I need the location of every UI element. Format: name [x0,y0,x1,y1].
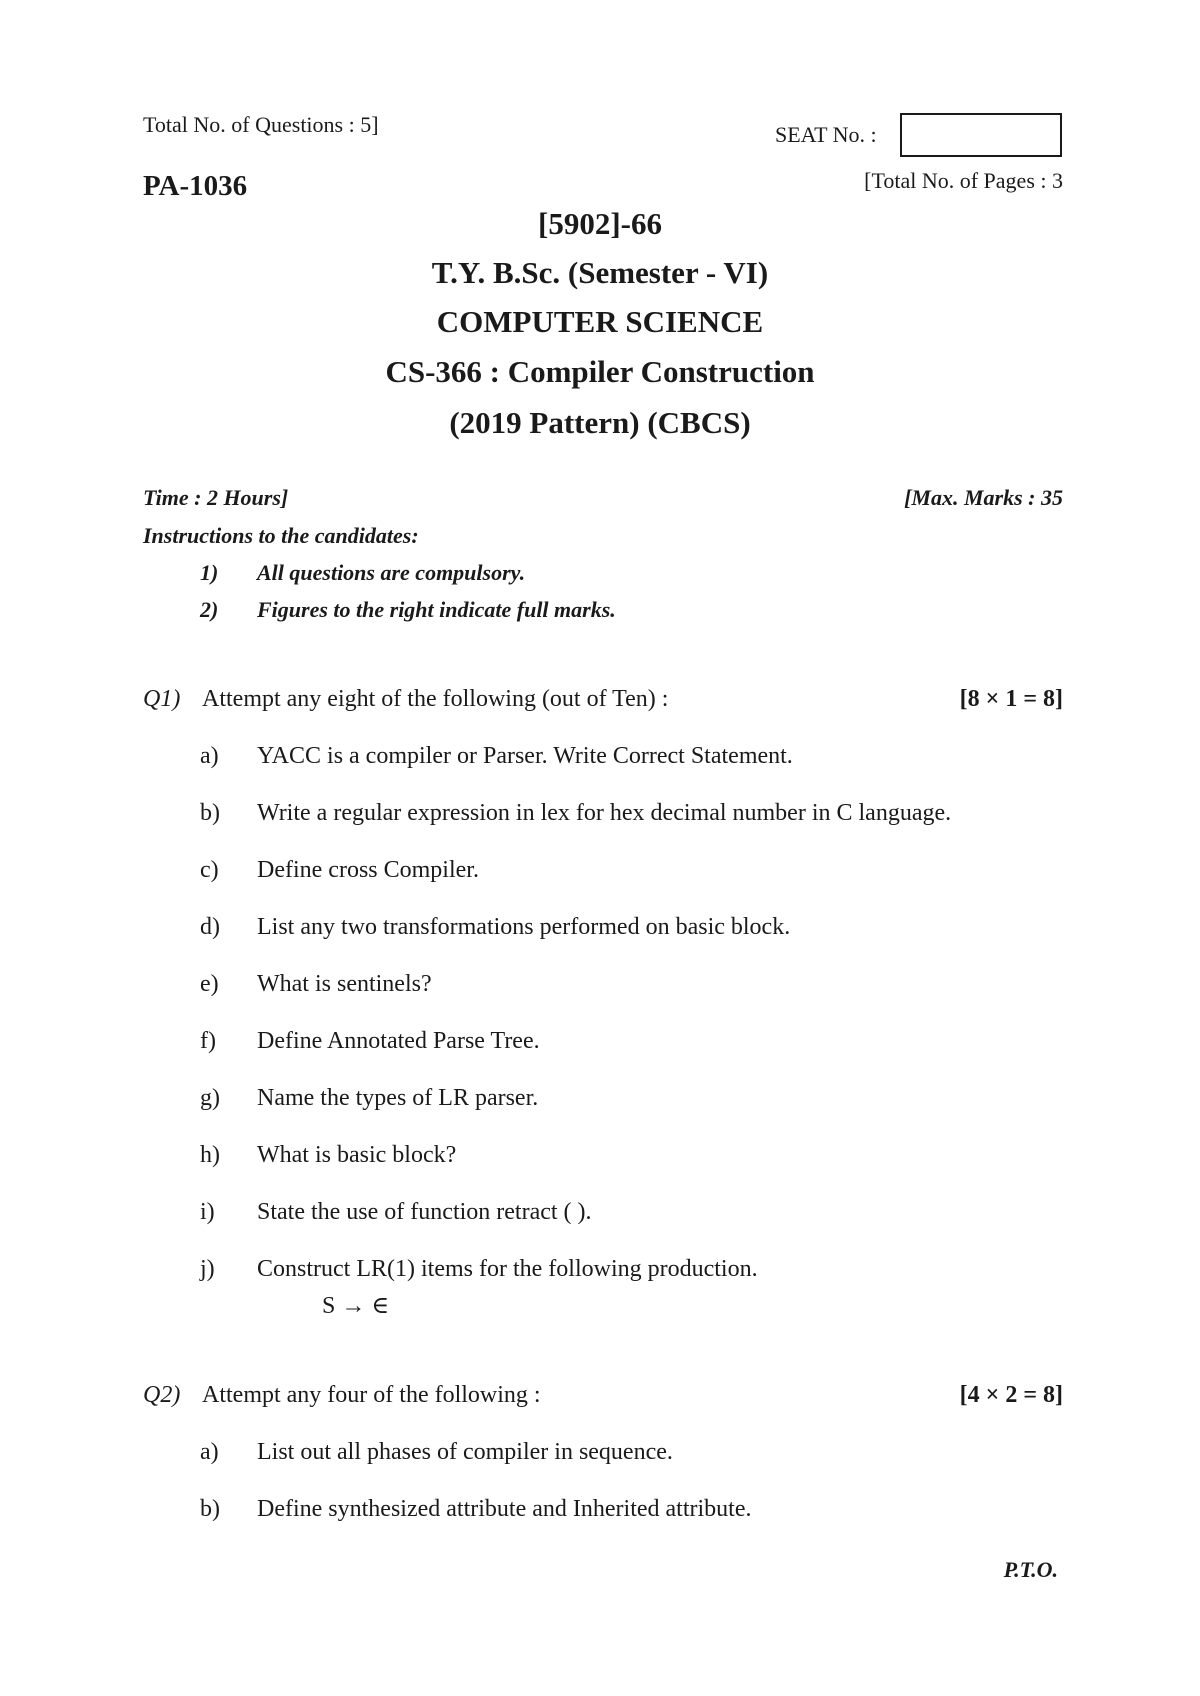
question-text: Attempt any eight of the following (out of Ten) : [202,686,669,712]
item-text: Construct LR(1) items for the following production. [257,1256,758,1282]
instruction-number: 1) [200,560,219,585]
item-text: What is sentinels? [257,971,432,997]
paper-code: PA-1036 [143,170,248,202]
item-text: Define cross Compiler. [257,857,479,883]
instruction-text: Figures to the right indicate full marks. [257,597,616,622]
item-letter: g) [200,1085,220,1111]
question-text: Attempt any four of the following : [202,1382,541,1408]
production-rule: S → ∈ [322,1293,390,1319]
item-letter: f) [200,1028,216,1054]
question-label: Q1) [143,686,181,712]
item-letter: e) [200,971,219,997]
question-marks: [4 × 2 = 8] [959,1382,1063,1408]
time-allowed: Time : 2 Hours] [143,485,289,510]
item-letter: d) [200,914,220,940]
course-title: T.Y. B.Sc. (Semester - VI) [431,255,769,290]
question-label: Q2) [143,1382,181,1408]
item-text: Write a regular expression in lex for hex decimal number in C language. [257,800,952,826]
item-text: List any two transformations performed on basic block. [257,914,791,940]
item-letter: i) [200,1199,215,1225]
item-text: Define Annotated Parse Tree. [257,1028,540,1054]
item-letter: j) [200,1256,215,1282]
item-text: What is basic block? [257,1142,457,1168]
seat-number-label: SEAT No. : [775,122,877,147]
item-letter: c) [200,857,219,883]
seat-number-box [900,113,1062,157]
total-questions: Total No. of Questions : 5] [143,112,379,137]
item-letter: a) [200,1439,219,1465]
item-letter: b) [200,800,220,826]
item-text: YACC is a compiler or Parser. Write Correct Statement. [257,743,793,769]
exam-code: [5902]-66 [538,206,662,241]
instruction-text: All questions are compulsory. [257,560,526,585]
please-turn-over: P.T.O. [1003,1557,1058,1582]
total-pages: [Total No. of Pages : 3 [864,168,1063,193]
item-text: Name the types of LR parser. [257,1085,539,1111]
instruction-number: 2) [200,597,219,622]
item-text: Define synthesized attribute and Inherited attribute. [257,1496,752,1522]
item-text: State the use of function retract ( ). [257,1199,592,1225]
max-marks: [Max. Marks : 35 [904,485,1063,510]
item-letter: b) [200,1496,220,1522]
question-marks: [8 × 1 = 8] [959,686,1063,712]
pattern-title: (2019 Pattern) (CBCS) [449,405,751,440]
subject-title: COMPUTER SCIENCE [436,304,764,339]
item-text: List out all phases of compiler in sequence. [257,1439,673,1465]
item-letter: h) [200,1142,220,1168]
item-letter: a) [200,743,219,769]
paper-title: CS-366 : Compiler Construction [385,354,815,389]
instructions-title: Instructions to the candidates: [143,523,419,548]
